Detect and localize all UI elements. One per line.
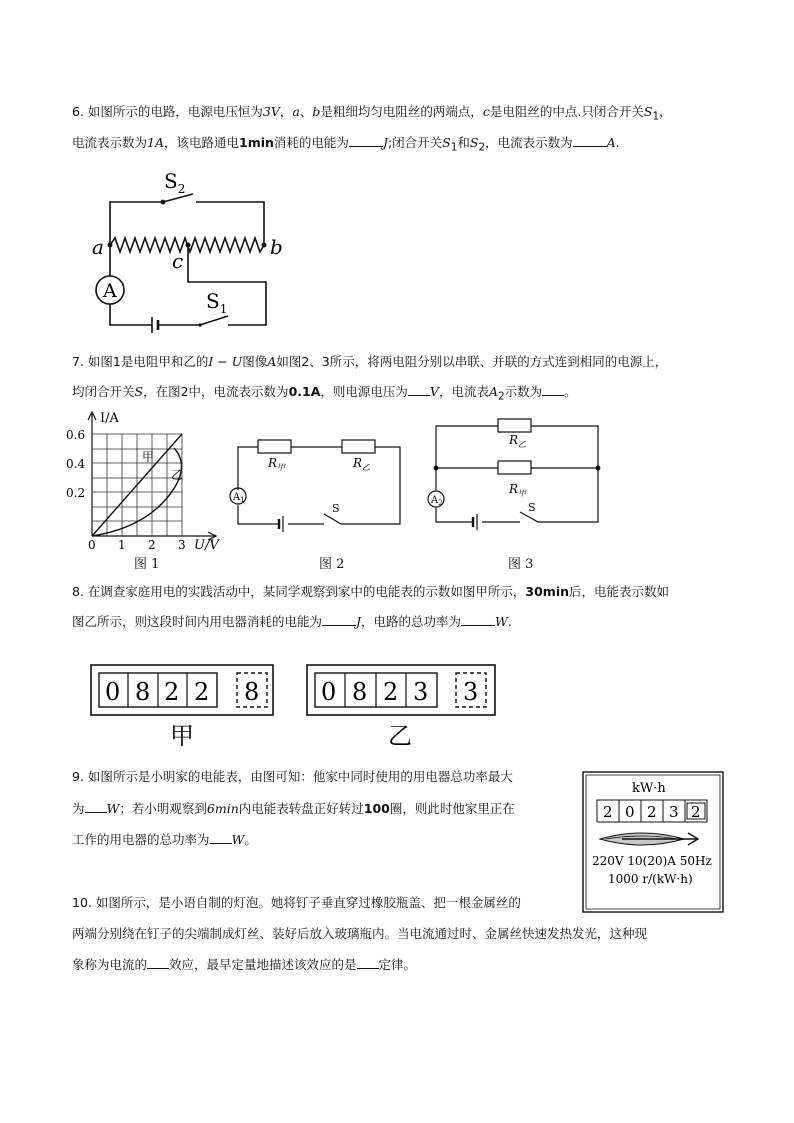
svg-text:3: 3 xyxy=(669,803,679,821)
svg-text:0.4: 0.4 xyxy=(66,457,86,471)
svg-text:3: 3 xyxy=(178,538,186,552)
svg-text:1: 1 xyxy=(118,538,126,552)
q10-line1: 10. 如图所示，是小语自制的灯泡。她将钉子垂直穿过橡胶瓶盖、把一根金属丝的 xyxy=(72,895,521,910)
a-label: a xyxy=(92,235,104,259)
digit: 2 xyxy=(194,678,210,706)
svg-text:220V 10(20)A 50Hz: 220V 10(20)A 50Hz xyxy=(592,854,712,868)
q8-line1: 8. 在调查家庭用电的实践活动中，某同学观察到家中的电能表的示数如图甲所示，30min后，电能表示数如 xyxy=(72,584,670,599)
q8-line2: 图乙所示，则这段时间内用电器消耗的电能为 J，电路的总功率为 W. xyxy=(72,614,512,629)
rotating-disc-icon xyxy=(600,833,698,845)
q9-line3: 工作的用电器的总功率为 W。 xyxy=(72,832,257,847)
resistor-jia xyxy=(498,461,531,474)
b-label: b xyxy=(270,235,283,259)
svg-text:2: 2 xyxy=(148,538,156,552)
answer-blank[interactable] xyxy=(542,383,564,396)
svg-text:R甲: $R_甲$ xyxy=(509,482,527,498)
iu-graph xyxy=(62,408,227,553)
q6-circuit-diagram xyxy=(88,166,283,331)
electric-meter-panel xyxy=(582,771,724,913)
q10-line2: 两端分别绕在钉子的尖端制成灯丝、装好后放入玻璃瓶内。当电流通过时、金属丝快速发热发光，这种现 xyxy=(72,926,648,941)
series-circuit xyxy=(228,430,408,540)
q6-line2: 电流表示数为1A，该电路通电1min消耗的电能为 J;闭合开关$S_1$和$S_2$，电流表示数为 A. xyxy=(72,135,620,154)
q7-line2: 均闭合开关S，在图2中，电流表示数为0.1A，则电源电压为 V，电流表$A_2$示数为 。 xyxy=(72,384,577,403)
answer-blank[interactable] xyxy=(573,134,607,147)
q7-line1: 7. 如图1是电阻甲和乙的I − U图像A如图2、3所示，将两电阻分别以串联、并联的方式连到相同的电源上， xyxy=(72,354,668,369)
answer-blank[interactable] xyxy=(357,956,379,969)
svg-text:R乙: $R_乙$ xyxy=(509,433,527,449)
svg-text:0: 0 xyxy=(88,538,96,552)
svg-text:R乙: $R_乙$ xyxy=(353,456,371,472)
answer-blank[interactable] xyxy=(210,831,232,844)
digit: 8 xyxy=(352,678,368,706)
parallel-circuit xyxy=(420,412,610,537)
svg-text:1000 r/(kW·h): 1000 r/(kW·h) xyxy=(608,872,693,886)
svg-text:kW·h: kW·h xyxy=(632,781,666,796)
digit: 0 xyxy=(105,678,121,706)
svg-text:2: 2 xyxy=(691,803,701,821)
svg-text:U/V: U/V xyxy=(194,538,219,553)
digit: 2 xyxy=(164,678,180,706)
svg-text:S: S xyxy=(528,501,536,514)
resistor-yi xyxy=(498,419,531,432)
svg-text:0.6: 0.6 xyxy=(66,428,86,442)
answer-blank[interactable] xyxy=(85,800,107,813)
figure-caption: 图 1 xyxy=(134,557,160,572)
meter-yi xyxy=(306,664,496,754)
svg-text:0.2: 0.2 xyxy=(66,486,86,500)
digit: 8 xyxy=(135,678,151,706)
meter-jia xyxy=(90,664,280,754)
svg-text:甲: 甲 xyxy=(170,722,194,750)
answer-blank[interactable] xyxy=(408,383,430,396)
svg-text:A1: $A_1$ xyxy=(233,492,245,504)
svg-text:2: 2 xyxy=(603,803,613,821)
q6-line1: 6. 如图所示的电路，电源电压恒为3V，a、b是粗细均匀电阻丝的两端点，c是电阻丝的中点.只闭合开关$S_1$， xyxy=(72,104,672,123)
digit: 3 xyxy=(463,678,479,706)
svg-text:R甲: $R_甲$ xyxy=(268,456,286,472)
answer-blank[interactable] xyxy=(147,956,169,969)
svg-text:0: 0 xyxy=(625,803,635,821)
q9-line2: 为 W；若小明观察到6min内电能表转盘正好转过100圈，则此时他家里正在 xyxy=(72,801,515,816)
svg-text:乙: 乙 xyxy=(388,722,412,750)
c-label: c xyxy=(172,249,184,273)
s2-label: $S_2$ xyxy=(164,169,186,196)
resistor-jia xyxy=(258,440,291,453)
s1-label: $S_1$ xyxy=(206,289,228,316)
resistor-yi xyxy=(342,440,375,453)
answer-blank[interactable] xyxy=(461,613,495,626)
answer-blank[interactable] xyxy=(349,134,383,147)
svg-text:S: S xyxy=(332,502,340,515)
answer-blank[interactable] xyxy=(322,613,356,626)
svg-text:乙: 乙 xyxy=(171,468,184,482)
figure-caption: 图 3 xyxy=(508,557,534,572)
figure-caption: 图 2 xyxy=(319,557,345,572)
q10-line3: 象称为电流的 效应，最早定量地描述该效应的是 定律。 xyxy=(72,957,417,972)
ammeter-icon: A xyxy=(103,280,117,302)
digit: 2 xyxy=(383,678,399,706)
svg-text:甲: 甲 xyxy=(142,450,155,464)
digit: 3 xyxy=(413,678,429,706)
q9-line1: 9. 如图所示是小明家的电能表，由图可知：他家中同时使用的用电器总功率最大 xyxy=(72,769,513,784)
svg-text:2: 2 xyxy=(647,803,657,821)
svg-text:I/A: I/A xyxy=(100,411,119,426)
digit: 8 xyxy=(244,678,260,706)
digit: 0 xyxy=(321,678,337,706)
svg-text:A2: $A_2$ xyxy=(431,495,443,507)
